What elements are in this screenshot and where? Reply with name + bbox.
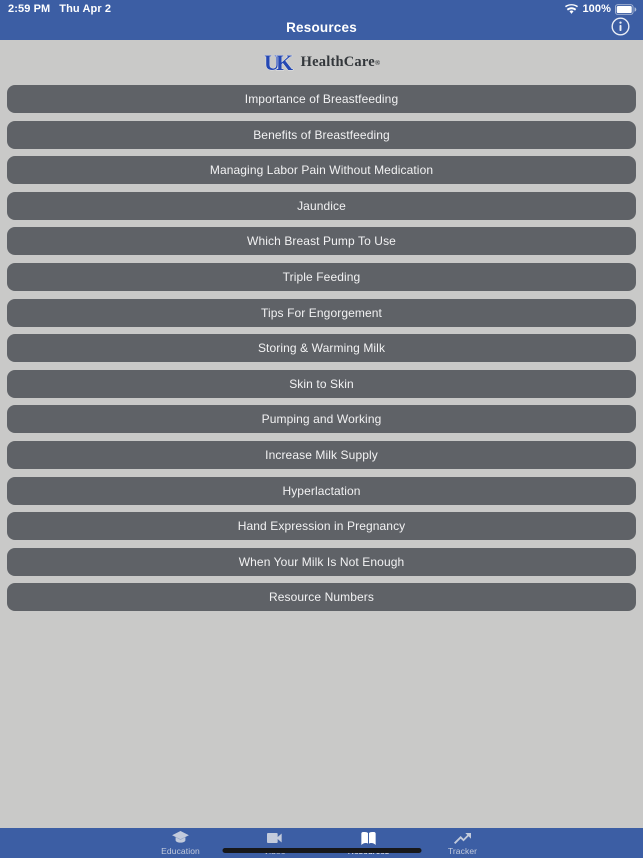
uk-logo-mark xyxy=(263,51,297,73)
registered-trademark: ® xyxy=(374,58,381,67)
resource-button-managing-labor-pain[interactable]: Managing Labor Pain Without Medication xyxy=(7,156,636,184)
resource-button-triple-feeding[interactable]: Triple Feeding xyxy=(7,263,636,291)
trending-up-icon xyxy=(454,831,471,845)
tab-education[interactable] xyxy=(134,828,228,858)
resource-button-list xyxy=(7,85,636,611)
video-camera-icon xyxy=(267,831,283,845)
resource-button-hand-expression[interactable]: Hand Expression in Pregnancy xyxy=(7,512,636,540)
wifi-icon xyxy=(565,4,578,14)
open-book-icon xyxy=(361,831,376,845)
uk-healthcare-logo xyxy=(0,48,643,76)
battery-percent: 100% xyxy=(582,3,611,15)
info-icon[interactable] xyxy=(610,16,631,37)
resource-button-jaundice[interactable]: Jaundice xyxy=(7,192,636,220)
home-indicator[interactable] xyxy=(222,848,421,853)
resource-button-which-breast-pump[interactable]: Which Breast Pump To Use xyxy=(7,227,636,255)
tab-video[interactable] xyxy=(228,828,322,858)
tab-resources[interactable] xyxy=(322,828,416,858)
resource-button-storing-warming-milk[interactable]: Storing & Warming Milk xyxy=(7,334,636,362)
graduation-cap-icon xyxy=(172,831,189,845)
tab-label-tracker: Tracker xyxy=(447,846,478,856)
resource-button-resource-numbers[interactable]: Resource Numbers xyxy=(7,583,636,611)
nav-title-row xyxy=(0,14,643,40)
tab-bar xyxy=(0,828,643,858)
resource-button-increase-milk-supply[interactable]: Increase Milk Supply xyxy=(7,441,636,469)
battery-icon xyxy=(615,4,637,15)
resource-button-hyperlactation[interactable]: Hyperlactation xyxy=(7,477,636,505)
status-time: 2:59 PM xyxy=(8,3,51,15)
logo-wordmark xyxy=(301,54,381,71)
resource-button-benefits-of-breastfeeding[interactable]: Benefits of Breastfeeding xyxy=(7,121,636,149)
logo-name: HealthCare xyxy=(300,53,375,70)
resource-button-skin-to-skin[interactable]: Skin to Skin xyxy=(7,370,636,398)
svg-text:K: K xyxy=(275,51,293,73)
tab-label-education: Education xyxy=(161,846,200,856)
resource-button-pumping-and-working[interactable]: Pumping and Working xyxy=(7,405,636,433)
svg-text:U: U xyxy=(263,51,280,73)
tab-tracker[interactable] xyxy=(416,828,510,858)
nav-bar xyxy=(0,0,643,40)
status-date: Thu Apr 2 xyxy=(59,3,112,15)
resource-button-importance-of-breastfeeding[interactable]: Importance of Breastfeeding xyxy=(7,85,636,113)
page-title: Resources xyxy=(286,19,357,35)
resource-button-when-milk-not-enough[interactable]: When Your Milk Is Not Enough xyxy=(7,548,636,576)
resource-button-tips-for-engorgement[interactable]: Tips For Engorgement xyxy=(7,299,636,327)
